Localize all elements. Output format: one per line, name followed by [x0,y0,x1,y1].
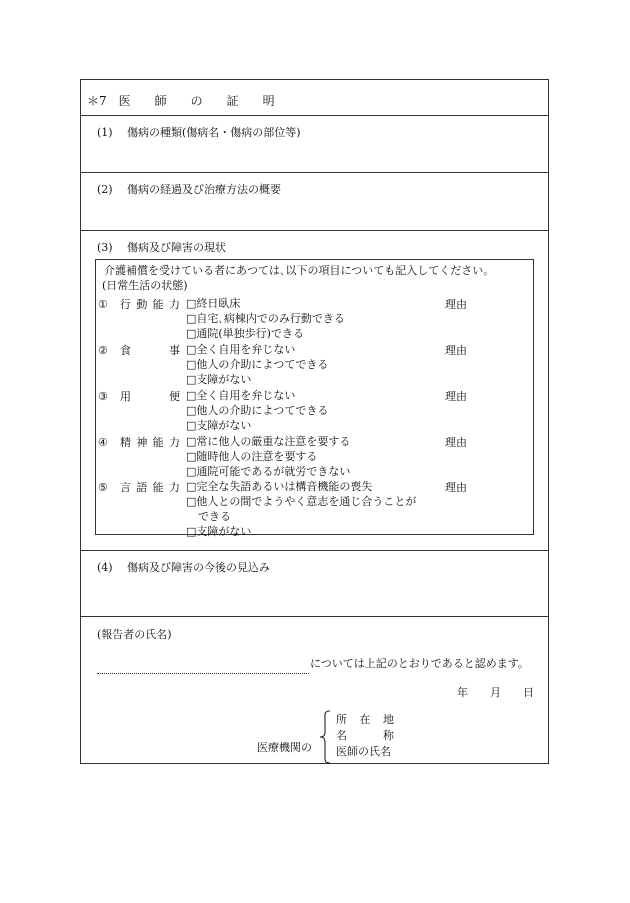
option-checkbox[interactable]: □他人の介助によつてできる [186,404,329,417]
medical-certificate-form [80,79,549,764]
section-label: 傷病及び障害の今後の見込み [127,561,270,574]
reason-label: 理由 [445,436,467,449]
doctor-name-label: 医師の氏名 [336,745,391,758]
section-injury-type [81,116,548,173]
section-number: (3) [97,241,113,254]
section-number: (1) [97,126,113,139]
option-checkbox[interactable]: □終日臥床 [186,297,241,310]
daily-life-subheading: (日常生活の状態) [102,279,188,292]
section-treatment-summary [81,173,548,231]
option-checkbox[interactable]: □完全な失語あるいは構音機能の喪失 [186,480,373,493]
daily-life-box: 介護補償を受けている者にあつては､以下の項目についても記入してください。 (日常生活の状態) ① 行動能力 □終日臥床 □自宅､病棟内でのみ行動できる □通院(単独歩行)できる 理由 ② 食事 □全く自用を弁じない □他人の介助によつてできる □支障がない 理由 ③ 用便 □全く自用を弁じない □他人の介助によつてできる □支障がない 理由 ④ 精神能力 □常に他人の厳重な注意を要する □随時他人の注意を要する □通院可能であるが就労できない 理由 ⑤ 言語能力 □完全な失語あるいは構音機能の喪失 □他人との間でようやく意志を通じ合うことが できる □支障がない 理由 [95,259,534,535]
care-compensation-note: 介護補償を受けている者にあつては､以下の項目についても記入してください。 [104,264,495,277]
title-row [81,80,548,116]
option-checkbox[interactable]: □通院可能であるが就労できない [186,465,351,478]
option-checkbox[interactable]: □支障がない [186,373,252,386]
left-brace-icon [318,710,332,764]
option-checkbox[interactable]: □他人との間でようやく意志を通じ合うことが [186,495,417,508]
day-label: 日 [523,686,534,699]
option-checkbox[interactable]: □通院(単独歩行)できる [186,327,304,340]
option-continuation: できる [198,510,231,523]
section-attestation [81,617,548,764]
section-label: 傷病の種類(傷病名・傷病の部位等) [127,126,301,139]
form-title: ＊7 医 師 の 証 明 [87,94,275,108]
option-checkbox[interactable]: □自宅､病棟内でのみ行動できる [186,312,345,325]
institution-name-label: 名称 [336,729,394,742]
section-label: 傷病の経過及び治療方法の概要 [127,183,281,196]
reason-label: 理由 [445,344,467,357]
section-current-condition [81,231,548,551]
reporter-name-label: (報告者の氏名) [97,628,172,641]
month-label: 月 [490,686,501,699]
option-checkbox[interactable]: □支障がない [186,525,252,538]
section-number: (4) [97,561,113,574]
option-checkbox[interactable]: □支障がない [186,419,252,432]
reporter-name-field[interactable] [97,663,309,674]
option-checkbox[interactable]: □全く自用を弁じない [186,389,296,402]
option-checkbox[interactable]: □随時他人の注意を要する [186,450,318,463]
option-checkbox[interactable]: □常に他人の厳重な注意を要する [186,435,351,448]
reason-label: 理由 [445,298,467,311]
section-label: 傷病及び障害の現状 [127,241,226,254]
institution-address-label: 所在地 [336,713,394,726]
section-prognosis [81,551,548,617]
option-checkbox[interactable]: □他人の介助によつてできる [186,358,329,371]
year-label: 年 [457,686,468,699]
option-checkbox[interactable]: □全く自用を弁じない [186,343,296,356]
reason-label: 理由 [445,390,467,403]
medical-institution-label: 医療機関の [257,741,312,754]
attestation-statement: については上記のとおりであると認めます。 [310,657,529,670]
date-field[interactable] [435,684,534,700]
section-number: (2) [97,183,113,196]
reason-label: 理由 [445,481,467,494]
